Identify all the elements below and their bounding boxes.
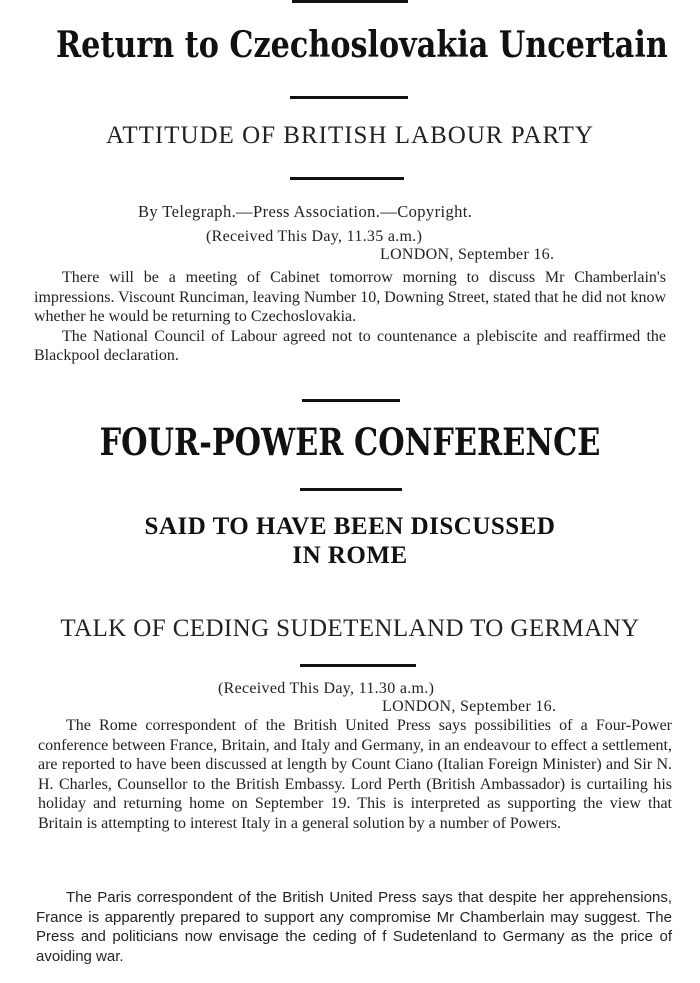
article-body bbox=[36, 888, 672, 966]
divider-rule bbox=[290, 177, 404, 180]
dateline: LONDON, September 16. bbox=[380, 246, 555, 263]
dateline: LONDON, September 16. bbox=[382, 698, 557, 715]
divider-rule bbox=[300, 664, 416, 667]
paragraph: The National Council of Labour agreed not to countenance a plebiscite and reaffirmed the Blackpool declaration. bbox=[34, 327, 666, 364]
article-body bbox=[34, 268, 666, 366]
subheading: IN ROME bbox=[292, 542, 408, 569]
subheading: TALK OF CEDING SUDETENLAND TO GERMANY bbox=[60, 615, 640, 642]
divider-rule bbox=[290, 96, 408, 99]
divider-rule bbox=[300, 488, 402, 491]
paragraph: There will be a meeting of Cabinet tomorrow morning to discuss Mr Chamberlain's impressions. Viscount Runciman, leaving Number 10, Downing Street, stated that he did not know whether he would be returning to Czechoslovakia. bbox=[34, 269, 666, 325]
headline: FOUR-POWER CONFERENCE bbox=[99, 420, 601, 464]
article-body bbox=[38, 716, 672, 833]
byline: By Telegraph.—Press Association.—Copyright. bbox=[138, 202, 473, 221]
top-rule bbox=[292, 0, 408, 3]
received-time: (Received This Day, 11.30 a.m.) bbox=[218, 680, 435, 697]
paragraph: The Paris correspondent of the British United Press says that despite her apprehensions, France is apparently prepared to support any compromise Mr Chamberlain may suggest. The Press and politicians now envisage the ceding of f Sudetenland to Germany as the price of avoiding war. bbox=[36, 889, 672, 965]
subheading: SAID TO HAVE BEEN DISCUSSED bbox=[144, 513, 556, 540]
paragraph: The Rome correspondent of the British United Press says possibilities of a Four-Power conference between France, Britain, and Italy and Germany, in an endeavour to effect a settlement, are reported to have been discussed at length by Count Ciano (Italian Foreign Minister) and Sir N. H. Charles, Counsellor to the British Embassy. Lord Perth (British Ambassador) is curtailing his holiday and returning home on September 19. This is interpreted as supporting the view that Britain is attempting to interest Italy in a general solution by a number of Powers. bbox=[38, 717, 672, 832]
divider-rule bbox=[302, 399, 400, 402]
headline: Return to Czechoslovakia Uncertain bbox=[56, 24, 668, 66]
received-time: (Received This Day, 11.35 a.m.) bbox=[206, 228, 423, 245]
subheading: ATTITUDE OF BRITISH LABOUR PARTY bbox=[106, 122, 594, 149]
